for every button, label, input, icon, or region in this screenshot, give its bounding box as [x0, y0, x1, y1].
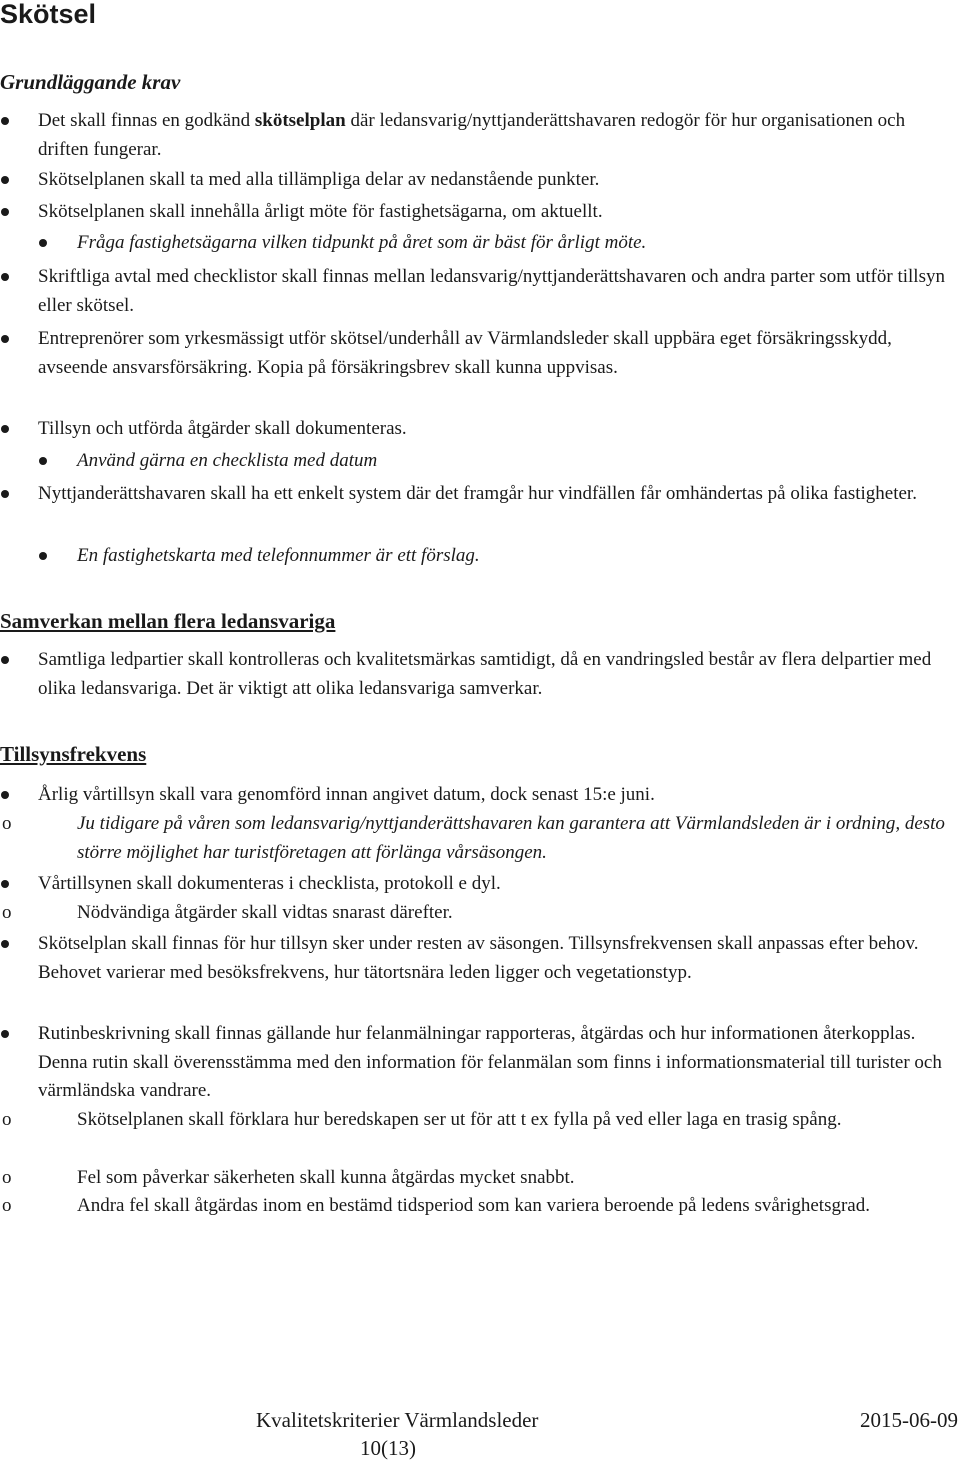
list-item [0, 263, 950, 320]
heading-grundlaggande-krav: Grundläggande krav [0, 70, 181, 94]
list-item [0, 646, 950, 703]
page-title: Skötsel [0, 0, 97, 29]
list-item-text: Nödvändiga åtgärder skall vidtas snarast därefter. [77, 902, 453, 923]
sub-list-item [0, 229, 950, 258]
sub-list-item [0, 542, 950, 571]
list-item-text: Skriftliga avtal med checklistor skall finnas mellan ledansvarig/nyttjanderättshavaren och andra parter som utför tillsyn eller skötsel. [38, 266, 945, 316]
list-item-text: Skötselplan skall finnas för hur tillsyn sker under resten av säsongen. Tillsynsfrekvensen skall anpassas efter behov. Behovet varierar med besöksfrekvens, hur tätortsnära leden ligger och vegetationstyp. [38, 933, 919, 983]
list-item-text: Fel som påverkar säkerheten skall kunna åtgärdas mycket snabbt. [77, 1167, 575, 1188]
sub-list-item [0, 1106, 950, 1135]
list-item-text: Det skall finnas en godkänd [38, 110, 255, 131]
list-item-text: Använd gärna en checklista med datum [77, 450, 378, 471]
sub-list-item [0, 810, 950, 867]
list-item [0, 930, 950, 987]
circle-bullet-icon: o [2, 813, 12, 834]
footer-title: Kvalitetskriterier Värmlandsleder [256, 1408, 539, 1432]
list-item-text: En fastighetskarta med telefonnummer är ett förslag. [77, 545, 480, 566]
sub-list-item [0, 899, 950, 928]
list-item [0, 480, 950, 509]
list-item-text: där ledansvarig/nyttjanderättshavaren redogör för hur organisationen och driften fungerar. [38, 110, 906, 160]
sub-list-item [0, 447, 950, 476]
list-item-text: Tillsyn och utförda åtgärder skall dokumenteras. [38, 418, 407, 439]
list-item [0, 325, 950, 382]
list-item-text: Skötselplanen skall förklara hur beredskapen ser ut för att t ex fylla på ved eller laga en trasig spång. [77, 1109, 842, 1130]
list-item-text: Ju tidigare på våren som ledansvarig/nyttjanderättshavaren kan garantera att Värmlandsleden är i ordning, desto större möjlighet har turistföretagen att förlänga vårsäsongen. [77, 813, 945, 863]
circle-bullet-icon: o [2, 1109, 12, 1130]
circle-bullet-icon: o [2, 902, 12, 923]
list-item [0, 870, 950, 899]
circle-bullet-icon: o [2, 1167, 12, 1188]
list-item-text: Vårtillsynen skall dokumenteras i checklista, protokoll e dyl. [38, 873, 501, 894]
list-item-text: Rutinbeskrivning skall finnas gällande hur felanmälningar rapporteras, åtgärdas och hur informationen återkopplas. Denna rutin skall överensstämma med den information för felanmälan som finns i informationsmaterial till turister och värmländska vandrare. [38, 1023, 942, 1101]
list-item [0, 1020, 950, 1106]
list-item-text: Skötselplanen skall ta med alla tillämpliga delar av nedanstående punkter. [38, 169, 600, 190]
list-item [0, 166, 950, 195]
list-item-text: Samtliga ledpartier skall kontrolleras och kvalitetsmärkas samtidigt, då en vandringsled består av flera delpartier med olika ledansvariga. Det är viktigt att olika ledansvariga samverkar. [38, 649, 932, 699]
sub-list-item [0, 1164, 950, 1193]
list-item [0, 198, 950, 227]
list-item [0, 107, 950, 164]
list-item-text: Entreprenörer som yrkesmässigt utför skötsel/underhåll av Värmlandsleder skall uppbära eget försäkringsskydd, avseende ansvarsförsäkring. Kopia på försäkringsbrev skall kunna uppvisas. [38, 328, 892, 378]
heading-tillsynsfrekvens: Tillsynsfrekvens [0, 742, 147, 766]
list-item-text: Andra fel skall åtgärdas inom en bestämd tidsperiod som kan variera beroende på ledens svårighetsgrad. [77, 1195, 870, 1216]
list-item [0, 415, 950, 444]
list-item-bold: skötselplan [254, 110, 346, 131]
page-number: 10(13) [360, 1436, 416, 1460]
sub-list-item [0, 1192, 950, 1221]
list-item-text: Årlig vårtillsyn skall vara genomförd innan angivet datum, dock senast 15:e juni. [38, 784, 655, 805]
heading-samverkan: Samverkan mellan flera ledansvariga [0, 609, 336, 633]
circle-bullet-icon: o [2, 1195, 12, 1216]
list-item-text: Skötselplanen skall innehålla årligt möte för fastighetsägarna, om aktuellt. [38, 201, 603, 222]
list-item-text: Nyttjanderättshavaren skall ha ett enkelt system där det framgår hur vindfällen får omhändertas på olika fastigheter. [38, 483, 917, 504]
list-item-text: Fråga fastighetsägarna vilken tidpunkt på året som är bäst för årligt möte. [77, 232, 647, 253]
list-item [0, 781, 950, 810]
footer-date: 2015-06-09 [860, 1408, 958, 1432]
